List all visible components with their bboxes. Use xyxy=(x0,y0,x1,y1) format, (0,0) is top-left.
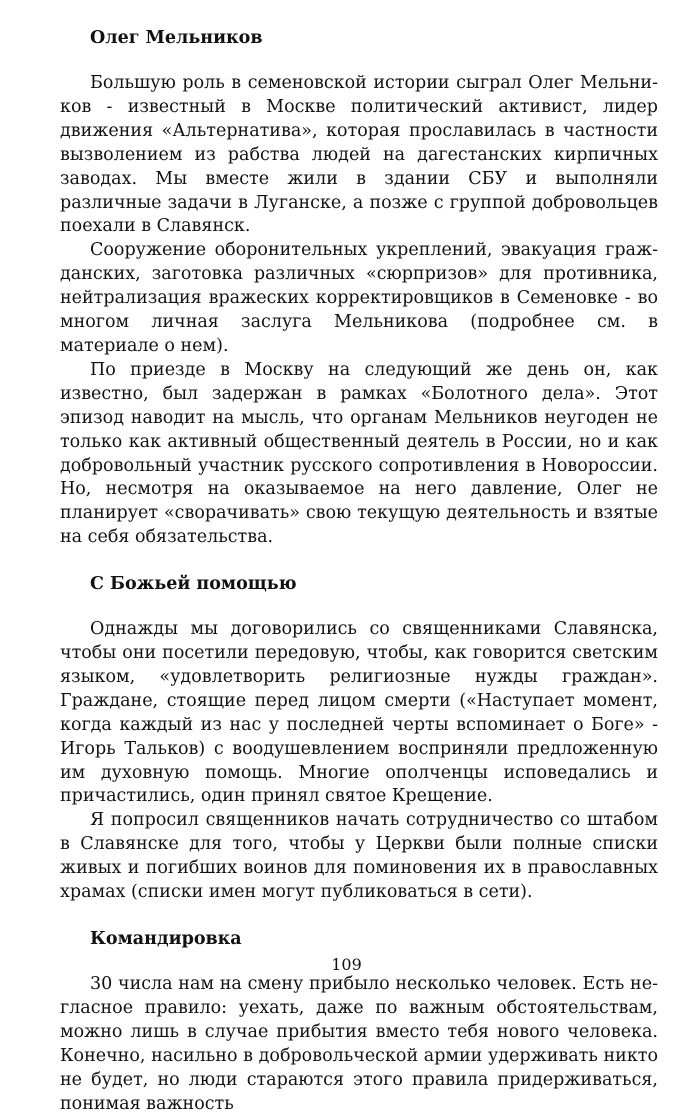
page-number: 109 xyxy=(331,955,362,974)
paragraph: По приезде в Москву на следующий же день он, как известно, был задержан в рамках «Болотного дела». Этот эпизод наводит на мысль, что органам Мельников неугоден не только как активный общественный деятель в России, но и как добровольный участник русского сопротивления в Новороссии. Но, несмотря на оказываемое на него давление, Олег не планирует «сворачивать» свою текущую деятельность и взятые на себя обязательства. xyxy=(60,359,658,548)
section-heading: С Божьей помощью xyxy=(90,574,297,595)
paragraph: Однажды мы договорились со священниками Славянска, чтобы они посетили передовую, чтобы, как говорится светским языком, «удовлетворить религиозные нужды граждан». Граждане, стоящие перед лицом смерти («Наступает момент, когда каждый из нас у последней черты вспоминает о Боге» - Игорь Тальков) с воодушевлением восприняли предложенную им духовную помощь. Многие ополченцы исповедались и причастились, один принял святое Крещение. xyxy=(60,619,658,807)
section-gods-help xyxy=(60,572,658,905)
section-heading: Командировка xyxy=(90,929,242,949)
paragraph: Сооружение оборонительных укреплений, эвакуация гражданских, заготовка различных «сюрпризов» для противника, нейтрализация вражеских корректировщиков в Семеновке - во многом личная заслуга Мельникова (подробнее см. в материале о нем). xyxy=(60,240,658,356)
paragraph: Большую роль в семеновской истории сыграл Олег Мельников - известный в Москве политический активист, лидер движения «Альтернатива», которая прославилась в частности вызволением из рабства людей на дагестанских кирпичных заводах. Мы вместе жили в здании СБУ и выполняли различные задачи в Луганске, а позже с группой добровольцев поехали в Славянск. xyxy=(60,73,658,237)
paragraph: Я попросил священников начать сотрудничество со штабом в Славянске для того, чтобы у Церкви были полные списки живых и погибших воинов для поминовения их в православных храмах (списки имен могут публиковаться в сети). xyxy=(60,810,658,903)
page-body xyxy=(60,26,658,1116)
section-heading: Олег Мельников xyxy=(90,28,263,48)
paragraph: 30 числа нам на смену прибыло несколько человек. Есть негласное правило: уехать, даже по важным обстоятельствам, можно лишь в случае прибытия вместо тебя нового человека. Конечно, насильно в добровольческой армии удерживать никто не будет, но люди стараются этого правила придерживаться, понимая важность xyxy=(60,974,658,1114)
section-oleg-melnikov xyxy=(60,26,658,550)
